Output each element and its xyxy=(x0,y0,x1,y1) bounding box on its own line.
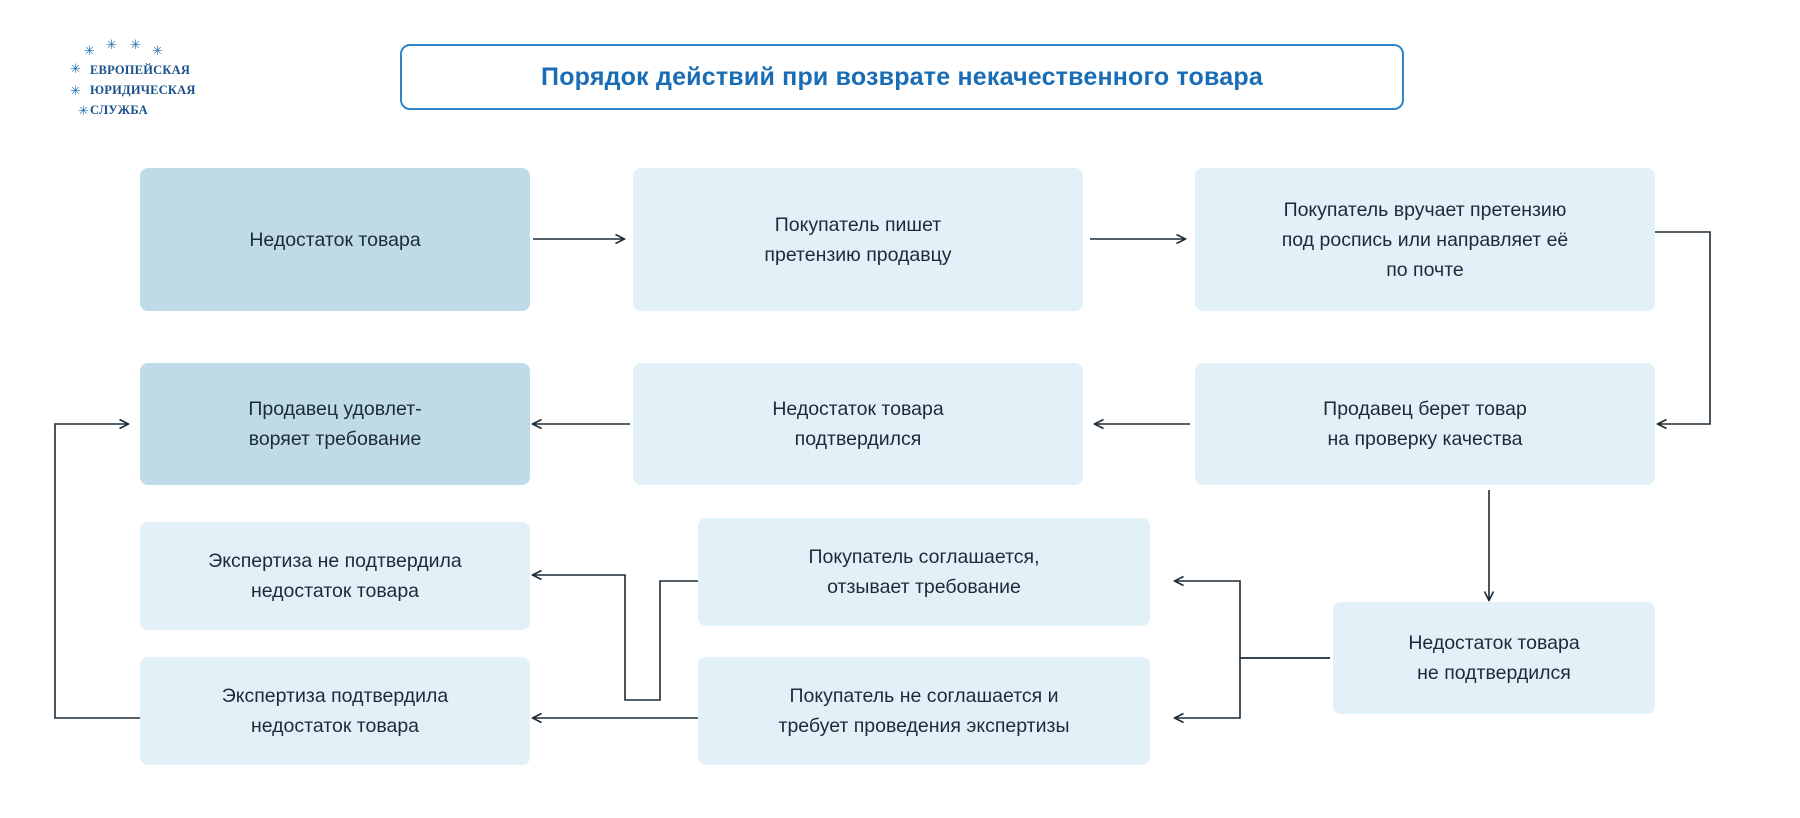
node-line: Экспертиза не подтвердила xyxy=(208,550,462,572)
node-line: подтвердился xyxy=(794,428,922,450)
node-line: Продавец удовлет- xyxy=(248,398,422,420)
node-line: Недостаток товара xyxy=(772,398,944,420)
node-defect-confirmed xyxy=(633,363,1083,485)
arrow-n7-n8 xyxy=(1175,581,1330,658)
node-line: Покупатель пишет xyxy=(774,213,942,236)
node-seller-takes-goods-for-check xyxy=(1195,363,1655,485)
page-title: Порядок действий при возврате некачественного товара xyxy=(541,62,1263,91)
node-expertise-confirmed xyxy=(140,657,530,765)
node-line: Покупатель вручает претензию xyxy=(1283,198,1567,221)
node-buyer-delivers-claim xyxy=(1195,168,1655,311)
node-line: требует проведения экспертизы xyxy=(778,715,1070,737)
node-defect-of-goods xyxy=(140,168,530,311)
node-defect-not-confirmed xyxy=(1333,602,1655,714)
node-line: не подтвердился xyxy=(1417,662,1571,684)
arrow-n11-n6 xyxy=(55,424,143,718)
node-seller-satisfies-demand xyxy=(140,363,530,485)
node-line: Покупатель соглашается, xyxy=(808,546,1040,568)
node-buyer-disagrees-demands-expertise xyxy=(698,657,1150,765)
page-title-box xyxy=(400,44,1404,110)
logo-line-3: СЛУЖБА xyxy=(90,103,148,117)
node-line: Недостаток товара xyxy=(1408,632,1580,654)
node-buyer-writes-claim xyxy=(633,168,1083,311)
node-line: воряет требование xyxy=(248,428,422,450)
node-line: Покупатель не соглашается и xyxy=(789,685,1059,707)
logo-line-1: ЕВРОПЕЙСКАЯ xyxy=(90,63,191,77)
arrow-n3-n4 xyxy=(1655,232,1710,424)
logo xyxy=(62,38,252,118)
logo-line-2: ЮРИДИЧЕСКАЯ xyxy=(90,83,196,97)
node-line: Недостаток товара xyxy=(249,228,421,251)
node-expertise-not-confirmed xyxy=(140,522,530,630)
node-line: Экспертиза подтвердила xyxy=(221,685,449,707)
node-line: под роспись или направляет её xyxy=(1281,228,1569,251)
arrow-n8-n10 xyxy=(533,575,700,700)
arrow-n7-n9 xyxy=(1175,658,1330,718)
node-line: на проверку качества xyxy=(1327,428,1523,450)
node-line: недостаток товара xyxy=(250,580,420,602)
node-line: отзывает требование xyxy=(827,576,1021,598)
node-buyer-agrees-withdraws xyxy=(698,518,1150,626)
node-line: Продавец берет товар xyxy=(1323,398,1527,420)
node-line: претензию продавцу xyxy=(764,243,952,266)
logo-stars-icon: ✳ ✳ ✳ ✳ ✳ ✳ ✳ xyxy=(70,37,163,118)
node-line: недостаток товара xyxy=(250,715,420,737)
node-line: по почте xyxy=(1386,258,1464,281)
